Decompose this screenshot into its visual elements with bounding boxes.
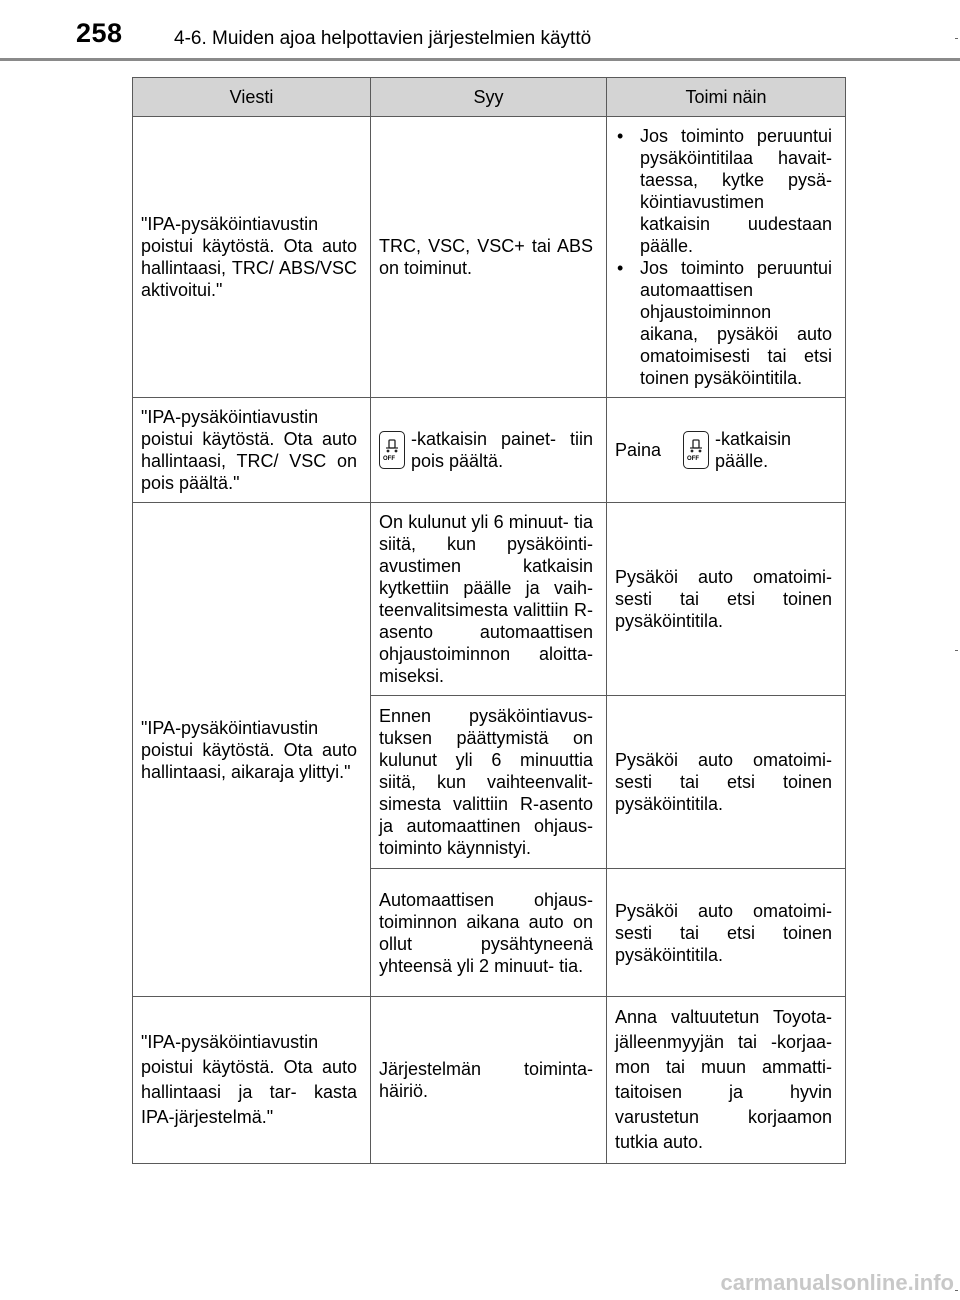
- list-item: • Jos toiminto peruuntui automaattisen ohjaustoiminnon aikana, pysäköi auto omatoimisesti tai etsi toinen pysäköintitila.: [615, 257, 832, 389]
- cause-cell: Automaattisen ohjaus- toiminnon aikana auto on ollut pysähtyneenä yhteensä yli 2 minuut- tia.: [371, 869, 607, 997]
- cause-cell: [371, 398, 607, 503]
- table-header-row: [133, 78, 846, 117]
- page-header: [0, 0, 960, 62]
- action-cell: Anna valtuutetun Toyota- jälleenmyyjän tai -korjaa- mon tai muun ammatti- taitoisen ja hyvin varustetun korjaamon tutkia auto.: [607, 997, 846, 1164]
- parking-assist-switch-icon: [379, 431, 405, 469]
- table-row: [133, 997, 846, 1164]
- cause-cell: Järjestelmän toiminta- häiriö.: [371, 997, 607, 1164]
- message-cell: "IPA-pysäköintiavustin poistui käytöstä. Ota auto hallintaasi ja tar- kasta IPA-järjestelmä.": [133, 997, 371, 1164]
- edge-mark: [955, 650, 958, 651]
- action-text: -katkaisin päälle.: [715, 429, 792, 471]
- table-row: [133, 503, 846, 696]
- message-cell: "IPA-pysäköintiavustin poistui käytöstä. Ota auto hallintaasi, TRC/ ABS/VSC aktivoitui.": [133, 117, 371, 398]
- action-cell: Pysäköi auto omatoimi- sesti tai etsi toinen pysäköintitila.: [607, 869, 846, 997]
- cause-cell: On kulunut yli 6 minuut- tia siitä, kun pysäköinti- avustimen katkaisin kytkettiin päälle ja vaih- teenvalitsimesta valittiin R-asento automaattisen ohjaustoiminnon aloitta- miseksi.: [371, 503, 607, 696]
- action-cell: [607, 398, 846, 503]
- message-table: [132, 77, 846, 1164]
- column-header-message: Viesti: [133, 78, 371, 117]
- message-cell: "IPA-pysäköintiavustin poistui käytöstä. Ota auto hallintaasi, aikaraja ylittyi.": [133, 503, 371, 997]
- table-row: [133, 117, 846, 398]
- edge-mark: [955, 38, 958, 39]
- parking-assist-switch-icon: [683, 431, 709, 469]
- cause-cell: TRC, VSC, VSC+ tai ABS on toiminut.: [371, 117, 607, 398]
- message-cell: "IPA-pysäköintiavustin poistui käytöstä. Ota auto hallintaasi, TRC/ VSC on pois päältä.": [133, 398, 371, 503]
- column-header-cause: Syy: [371, 78, 607, 117]
- column-header-action: Toimi näin: [607, 78, 846, 117]
- cause-cell: Ennen pysäköintiavus- tuksen päättymistä on kulunut yli 6 minuuttia siitä, kun vaihteenvalit- simesta valittiin R-asento ja automaattinen ohjaus- toiminto käynnistyi.: [371, 696, 607, 869]
- switch-off-label: OFF: [383, 456, 395, 462]
- action-cell: Pysäköi auto omatoimi- sesti tai etsi toinen pysäköintitila.: [607, 503, 846, 696]
- watermark: carmanualsonline.info: [720, 1270, 954, 1295]
- action-list: [615, 125, 832, 389]
- switch-off-label: OFF: [687, 456, 700, 462]
- table-row: [133, 398, 846, 503]
- header-rule: [0, 58, 960, 61]
- action-prefix: Paina: [615, 440, 662, 460]
- action-cell: [607, 117, 846, 398]
- cause-text: -katkaisin painet- tiin pois päältä.: [411, 429, 593, 471]
- page-number: 258: [76, 18, 123, 48]
- edge-mark: [955, 1290, 958, 1291]
- list-item: • Jos toiminto peruuntui pysäköintitilaa havait- taessa, kytke pysä- köintiavustimen katkaisin uudestaan päälle.: [615, 125, 832, 257]
- action-cell: Pysäköi auto omatoimi- sesti tai etsi toinen pysäköintitila.: [607, 696, 846, 869]
- section-title: 4-6. Muiden ajoa helpottavien järjestelmien käyttö: [174, 28, 592, 49]
